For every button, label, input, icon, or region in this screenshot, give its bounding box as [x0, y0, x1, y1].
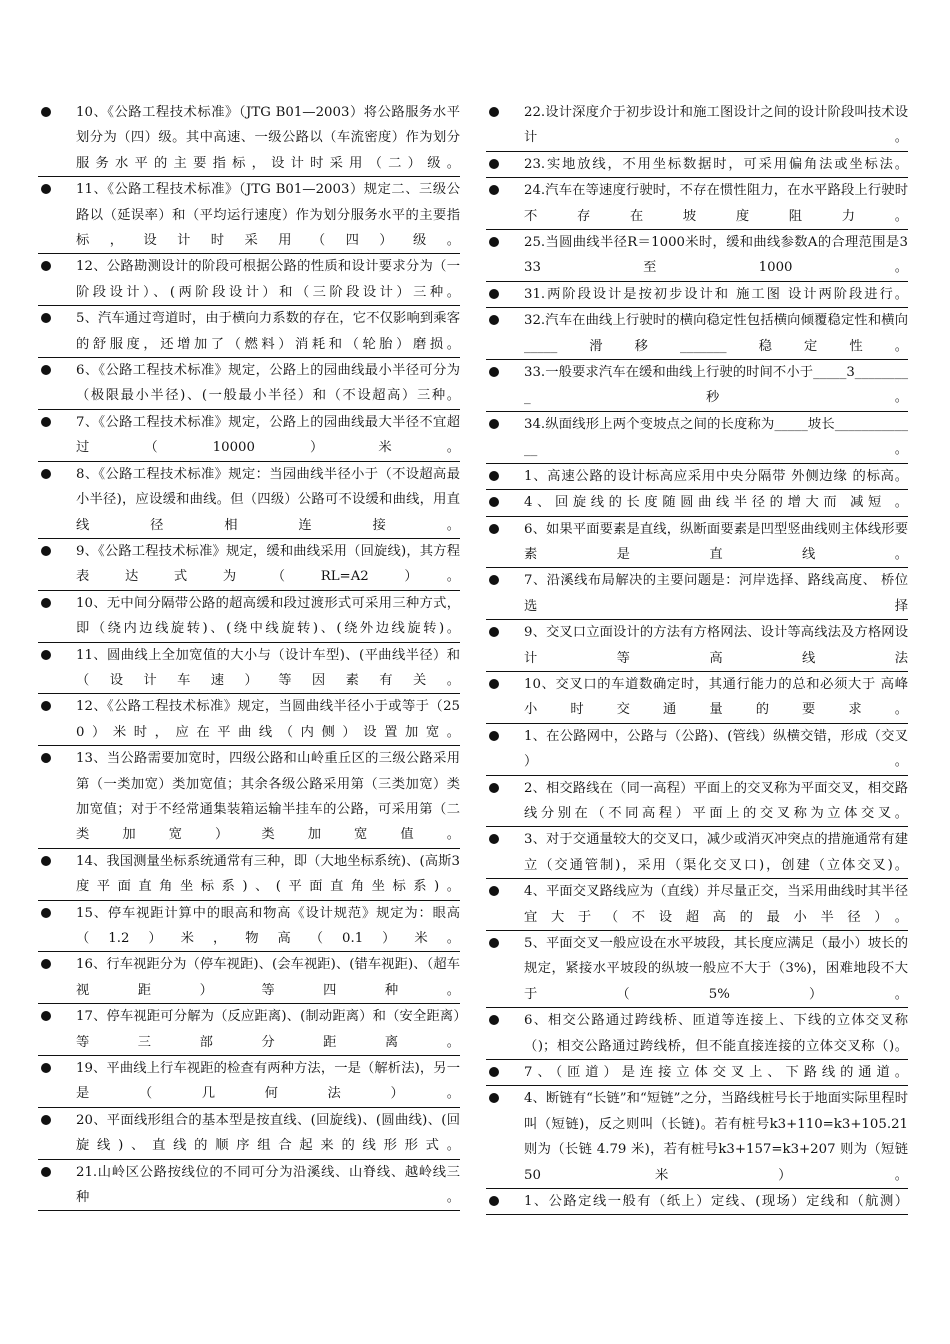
bullet-icon [489, 1067, 499, 1077]
bullet-icon [489, 886, 499, 896]
bullet-icon [41, 365, 51, 375]
item-text: 25.当圆曲线半径R＝1000米时，缓和曲线参数A的合理范围是333至1000。 [524, 235, 908, 276]
bullet-icon [489, 315, 499, 325]
bullet-icon [41, 650, 51, 660]
item-text: 24.汽车在等速度行驶时，不存在惯性阻力，在水平路段上行驶时不存在坡度阻力。 [524, 183, 908, 224]
bullet-icon [41, 469, 51, 479]
list-item [486, 724, 908, 776]
list-item [38, 849, 460, 901]
list-item [38, 462, 460, 539]
left-column [38, 100, 460, 1211]
list-item [38, 1108, 460, 1160]
item-text: 22.设计深度介于初步设计和施工图设计之间的设计阶段叫技术设计。 [524, 105, 908, 146]
bullet-icon [489, 524, 499, 534]
item-text: 5、平面交叉一般应设在水平坡段，其长度应满足（最小）坡长的规定，紧接水平坡段的纵坡一般应不大于（3%)，困难地段不大于（5%）。 [524, 936, 908, 1002]
item-text: 15、停车视距计算中的眼高和物高《设计规范》规定为：眼高（1.2）米，物高（0.1）米。 [76, 905, 460, 946]
list-item [486, 152, 908, 178]
item-text: 11、圆曲线上全加宽值的大小与（设计车型)、(平曲线半径）和（设计车速）等因素有关。 [76, 647, 460, 688]
bullet-icon [41, 1011, 51, 1021]
list-item [486, 1060, 908, 1086]
item-text: 20、平面线形组合的基本型是按直线、(回旋线)、(圆曲线)、(回旋线)、直线的顺序组合起来的线形形式。 [76, 1112, 460, 1154]
item-text: 14、我国测量坐标系统通常有三种，即（大地坐标系统)、(高斯3度平面直角坐标系)、(平面直角坐标系)。 [76, 853, 460, 895]
item-text: 33.一般要求汽车在缓和曲线上行驶的时间不小于_____3_________秒。 [524, 365, 908, 406]
list-item [486, 464, 908, 490]
bullet-icon [489, 783, 499, 793]
item-text: 10、交叉口的车道数确定时，其通行能力的总和必须大于 高峰 小时交通量的要求。 [524, 676, 908, 718]
list-item [38, 694, 460, 746]
bullet-icon [41, 184, 51, 194]
bullet-icon [489, 107, 499, 117]
bullet-icon [489, 185, 499, 195]
list-item [38, 539, 460, 591]
item-text: 1、在公路网中，公路与（公路)、(管线）纵横交错，形成（交叉 ）。 [524, 728, 908, 770]
bullet-icon [489, 938, 499, 948]
bullet-icon [489, 419, 499, 429]
bullet-icon [41, 856, 51, 866]
bullet-icon [489, 627, 499, 637]
list-item [38, 643, 460, 695]
item-text: 31.两阶段设计是按初步设计和 施工图 设计两阶段进行。 [524, 286, 908, 302]
bullet-icon [41, 701, 51, 711]
bullet-icon [489, 159, 499, 169]
item-text: 34.纵面线形上两个变坡点之间的长度称为_____坡长_____________。 [524, 416, 908, 458]
bullet-icon [41, 1115, 51, 1125]
list-item [38, 952, 460, 1004]
list-item [38, 901, 460, 953]
list-item [486, 672, 908, 724]
bullet-icon [489, 834, 499, 844]
list-item [486, 412, 908, 464]
item-text: 3、对于交通量较大的交叉口，减少或消灭冲突点的措施通常有建立（交通管制)，采用（渠化交叉口)，创建（立体交叉)。 [524, 832, 908, 873]
list-item [486, 879, 908, 931]
item-text: 9、交叉口立面设计的方法有方格网法、设计等高线法及方格网设计等高线法 [524, 625, 908, 666]
item-text: 4、平面交叉路线应为（直线）并尽量正交，当采用曲线时其半径宜大于（不设超高的最小半径）。 [524, 884, 908, 925]
item-text: 8、《公路工程技术标准》规定：当园曲线半径小于（不设超高最小半径)，应设缓和曲线。但（四级）公路可不设缓和曲线，用直线径相连接。 [76, 466, 460, 533]
bullet-icon [41, 598, 51, 608]
list-item [486, 360, 908, 412]
list-item [38, 254, 460, 306]
list-item [38, 410, 460, 462]
list-item [486, 230, 908, 282]
item-text: 7、沿溪线布局解决的主要问题是：河岸选择、路线高度、 桥位选择 [524, 573, 908, 614]
list-item [486, 1008, 908, 1060]
list-item [486, 620, 908, 672]
item-text: 12、《公路工程技术标准》规定，当圆曲线半径小于或等于（250）米时，应在平曲线（内侧）设置加宽。 [76, 699, 460, 740]
bullet-icon [41, 959, 51, 969]
item-text: 1、高速公路的设计标高应采用中央分隔带 外侧边缘 的标高。 [524, 468, 908, 484]
list-item [486, 490, 908, 516]
item-text: 13、当公路需要加宽时，四级公路和山岭重丘区的三级公路采用第（一类加宽）类加宽值；其余各级公路采用第（三类加宽）类加宽值；对于不经常通集装箱运输半挂车的公路，可采用第（二类加宽）类加宽值。 [76, 751, 460, 843]
list-item [486, 308, 908, 360]
item-text: 11、《公路工程技术标准》（JTG B01—2003）规定二、三级公路以（延误率）和（平均运行速度）作为划分服务水平的主要指标，设计时采用（四）级。 [76, 182, 460, 249]
list-item [38, 1056, 460, 1108]
item-text: 9、《公路工程技术标准》规定，缓和曲线采用（回旋线)，其方程表达式为（RL=A2）。 [76, 543, 460, 585]
bullet-icon [41, 261, 51, 271]
item-text: 16、行车视距分为（停车视距)、(会车视距)、(错车视距)、（超车视距）等四种。 [76, 957, 460, 998]
item-text: 7、《公路工程技术标准》规定，公路上的园曲线最大半径不宜超过（10000）米。 [76, 414, 460, 456]
list-item [38, 746, 460, 849]
list-item [486, 931, 908, 1008]
bullet-icon [489, 497, 499, 507]
list-item [38, 1160, 460, 1212]
bullet-icon [489, 575, 499, 585]
list-item [486, 827, 908, 879]
item-text: 1、公路定线一般有（纸上）定线、(现场）定线和（航测） [524, 1194, 908, 1210]
list-item [38, 358, 460, 410]
bullet-icon [489, 289, 499, 299]
item-text: 5、汽车通过弯道时，由于横向力系数的存在，它不仅影响到乘客的舒服度，还增加了（燃料）消耗和（轮胎）磨损。 [76, 311, 460, 352]
bullet-icon [41, 753, 51, 763]
item-text: 21.山岭区公路按线位的不同可分为沿溪线、山脊线、越岭线三种。 [76, 1164, 460, 1206]
item-text: 6、《公路工程技术标准》规定，公路上的园曲线最小半径可分为（极限最小半径)、(一般最小半径）和（不设超高）三种。 [76, 363, 460, 404]
list-item [486, 1189, 908, 1215]
bullet-icon [489, 237, 499, 247]
bullet-icon [489, 731, 499, 741]
list-item [486, 568, 908, 620]
item-text: 4、回旋线的长度随圆曲线半径的增大而 减短 。 [524, 495, 908, 511]
item-text: 32.汽车在曲线上行驶时的横向稳定性包括横向倾覆稳定性和横向_____滑移_______稳定性。 [524, 313, 908, 354]
bullet-icon [489, 1196, 499, 1206]
list-item [38, 306, 460, 358]
item-text: 17、停车视距可分解为（反应距离)、(制动距离）和（安全距离）等三部分距离。 [76, 1009, 460, 1050]
bullet-icon [489, 679, 499, 689]
list-item [38, 1004, 460, 1056]
item-text: 10、《公路工程技术标准》（JTG B01—2003）将公路服务水平划分为（四）级。其中高速、一级公路以（车流密度）作为划分服务水平的主要指标，设计时采用（二）级。 [76, 105, 460, 171]
item-text: 7、（匝道）是连接立体交叉上、下路线的通道。 [524, 1065, 908, 1081]
bullet-icon [41, 1063, 51, 1073]
bullet-icon [41, 1167, 51, 1177]
bullet-icon [489, 1093, 499, 1103]
bullet-icon [489, 367, 499, 377]
list-item [38, 177, 460, 254]
item-text: 6、相交公路通过跨线桥、匝道等连接上、下线的立体交叉称（)；相交公路通过跨线桥，但不能直接连接的立体交叉称（)。 [524, 1013, 908, 1054]
list-item [486, 282, 908, 308]
list-item [486, 776, 908, 828]
list-item [486, 1086, 908, 1189]
bullet-icon [41, 546, 51, 556]
item-text: 10、无中间分隔带公路的超高缓和段过渡形式可采用三种方式，即（绕内边线旋转)、(绕中线旋转)、(绕外边线旋转)。 [76, 595, 460, 637]
item-text: 2、相交路线在（同一高程）平面上的交叉称为平面交叉，相交路线分别在（不同高程）平面上的交叉称为立体交叉。 [524, 780, 908, 821]
list-item [486, 100, 908, 152]
bullet-icon [41, 417, 51, 427]
list-item [38, 591, 460, 643]
item-text: 12、公路勘测设计的阶段可根据公路的性质和设计要求分为（一阶段设计）、(两阶段设计）和（三阶段设计）三种。 [76, 259, 460, 300]
bullet-icon [41, 107, 51, 117]
item-text: 19、平曲线上行车视距的检查有两种方法，一是（解析法)，另一是（几何法）。 [76, 1061, 460, 1102]
item-text: 6、如果平面要素是直线，纵断面要素是凹型竖曲线则主体线形要素是直线。 [524, 521, 908, 562]
list-item [486, 517, 908, 569]
bullet-icon [41, 313, 51, 323]
bullet-icon [41, 908, 51, 918]
item-text: 23.实地放线，不用坐标数据时，可采用偏角法或坐标法。 [524, 156, 908, 172]
bullet-icon [489, 1015, 499, 1025]
list-item [38, 100, 460, 177]
item-text: 4、断链有“长链”和“短链”之分，当路线桩号长于地面实际里程时叫（短链)，反之则叫（长链)。若有桩号k3+110=k3+105.21 则为（长链 4.79 米)，若有桩号k3+157=k3+207 则为（短链 50 米）。 [524, 1091, 908, 1183]
list-item [486, 178, 908, 230]
bullet-icon [489, 471, 499, 481]
right-column [486, 100, 908, 1215]
